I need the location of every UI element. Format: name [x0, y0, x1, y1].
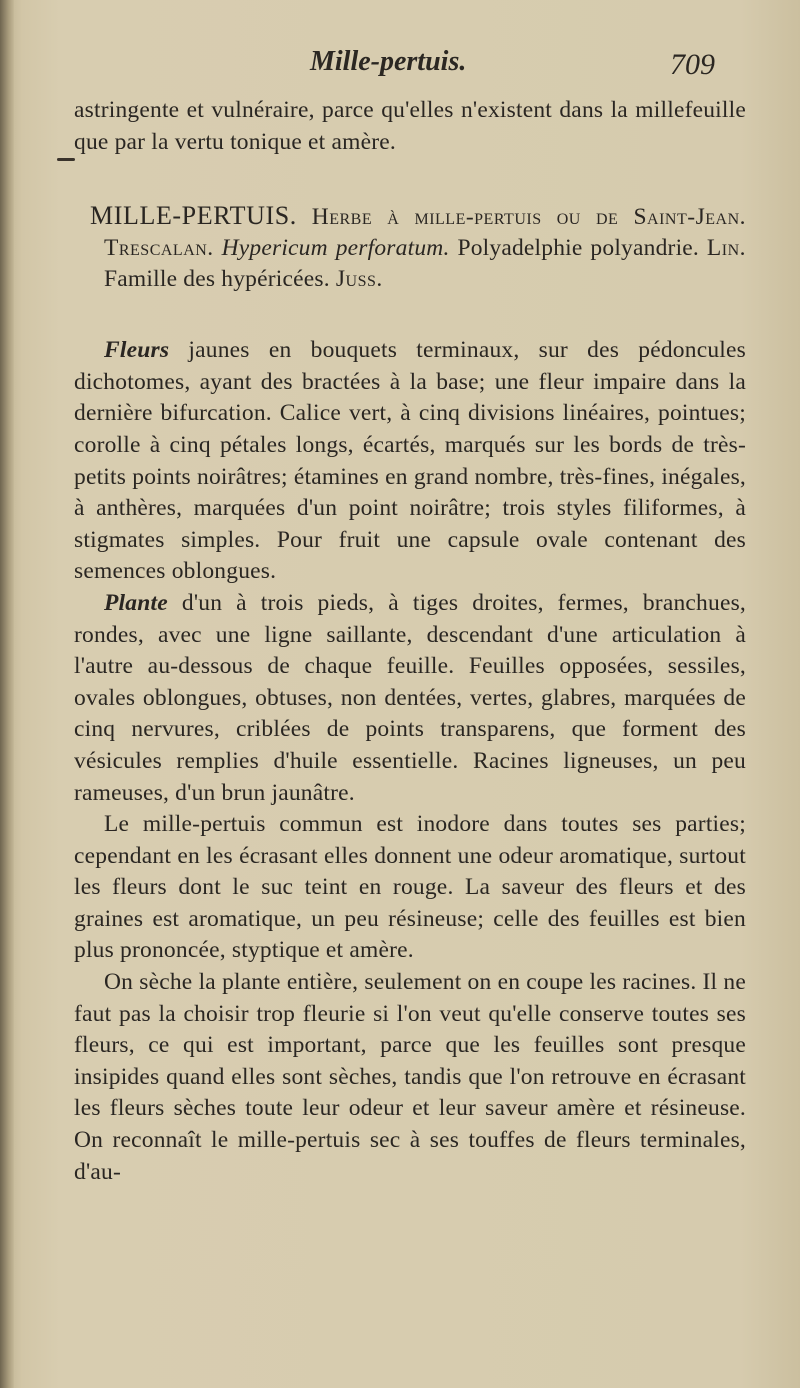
flowers-text: jaunes en bouquets terminaux, sur des pédoncules dichotomes, ayant des bractées à la base; une fleur impaire dans la dernière bifurcation. Calice vert, à cinq divisions linéaires, pointues; corolle à cinq pétales longs, écartés, marqués sur les bords de très-petits points noirâtres; étamines en grand nombre, très-fines, inégales, à anthères, marquées d'un point noirâtre; trois styles filiformes, à stigmates simples. Pour fruit une capsule ovale contenant des semences oblongues. — [74, 337, 746, 585]
preparation-paragraph: On sèche la plante entière, seulement on en coupe les racines. Il ne faut pas la choisir trop fleurie si l'on veut qu'elle conserve toutes ses fleurs, ce qui est important, parce que les feuilles sont presque insipides quand elles sont sèches, tandis que l'on retrouve en écrasant les fleurs sèches toute leur odeur et leur saveur amère et résineuse. On reconnaît le mille-pertuis sec à ses touffes de fleurs terminales, d'au- — [74, 969, 746, 1185]
plant-text: d'un à trois pieds, à tiges droites, fermes, branchues, rondes, avec une ligne saillante, descendant d'une articulation à l'autre au-dessous de chaque feuille. Feuilles opposées, sessiles, ovales oblongues, obtuses, non dentées, vertes, glabres, marquées de cinq nervures, criblées de points transparens, que forment des vésicules remplies d'huile essentielle. Racines ligneuses, un peu rameuses, d'un brun jaunâtre. — [74, 589, 746, 806]
flowers-paragraph — [74, 335, 746, 588]
linnaeus-abbrev: Lin. — [706, 235, 747, 262]
flowers-label: Fleurs — [104, 337, 170, 364]
plant-label: Plante — [104, 589, 168, 616]
jussieu-abbrev: Juss. — [335, 266, 383, 293]
page-body — [74, 95, 746, 1188]
binding-gutter — [0, 0, 14, 1388]
entry-common-names: Herbe à mille-pertuis ou de Saint-Jean. Trescalan. — [104, 204, 746, 262]
entry-heading — [74, 200, 746, 295]
separator-dash — [57, 158, 75, 161]
entry-classification: Polyadelphie polyandrie. — [457, 235, 699, 262]
continuation-paragraph: astringente et vulnéraire, parce qu'elles n'existent dans la millefeuille que par la vertu tonique et amère. — [74, 97, 746, 155]
page-number: 709 — [670, 48, 715, 81]
entry-family: Famille des hypéricées. — [104, 266, 330, 293]
entry-title: MILLE-PERTUIS. — [90, 201, 297, 231]
running-title: Mille-pertuis. — [310, 46, 467, 77]
plant-paragraph — [74, 588, 746, 809]
entry-latin-name: Hypericum perforatum. — [221, 235, 450, 262]
page-header — [0, 46, 800, 90]
properties-paragraph: Le mille-pertuis commun est inodore dans toutes ses parties; cependant en les écrasant elles donnent une odeur aromatique, surtout les fleurs dont le suc teint en rouge. La saveur des fleurs et des graines est aromatique, un peu résineuse; celle des feuilles est bien plus prononcée, styptique et amère. — [74, 811, 746, 964]
